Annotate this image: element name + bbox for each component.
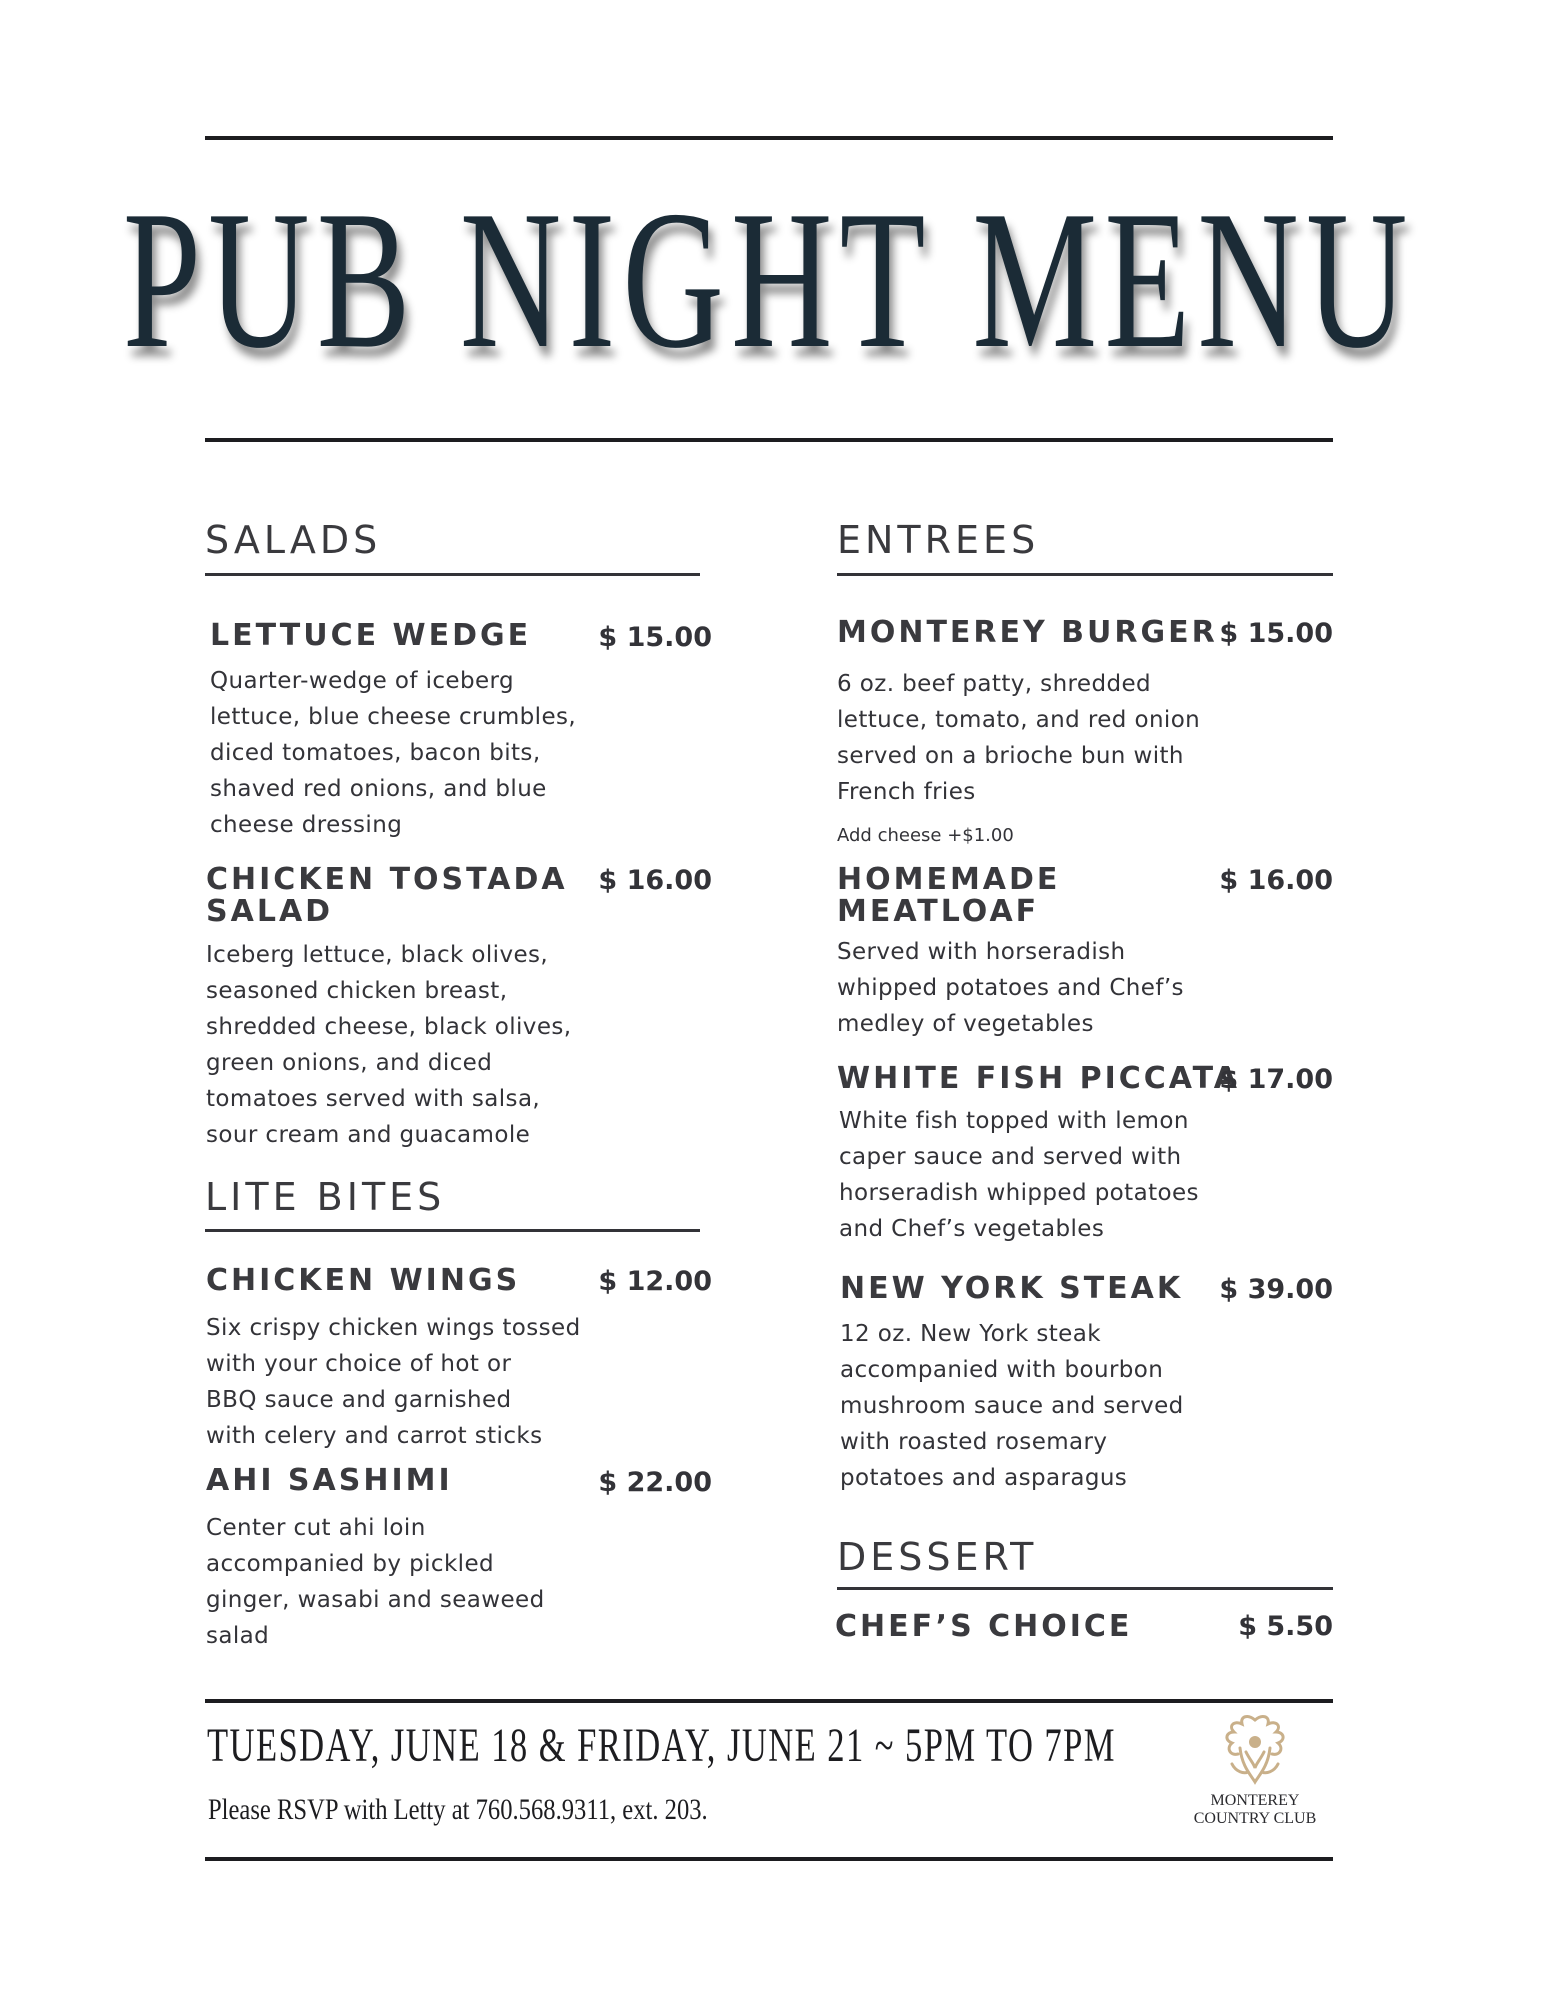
item-name-line: AHI SASHIMI: [206, 1463, 453, 1498]
menu-item-name: [837, 1063, 1240, 1095]
item-name-line: WHITE FISH PICCATA: [837, 1061, 1240, 1096]
menu-item-price: $ 17.00: [1219, 1064, 1333, 1095]
desc-line: Iceberg lettuce, black olives,: [206, 942, 549, 968]
menu-item-description: [206, 1510, 545, 1654]
menu-item-name: [206, 864, 568, 928]
logo-text-line: MONTEREY: [1210, 1792, 1300, 1809]
desc-line: Center cut ahi loin: [206, 1515, 426, 1541]
desc-line: White fish topped with lemon: [839, 1108, 1189, 1134]
menu-item-description: [206, 937, 571, 1153]
menu-item-name: [206, 1265, 520, 1297]
item-name-line: MEATLOAF: [837, 894, 1040, 929]
menu-item-price: $ 39.00: [1219, 1274, 1333, 1305]
menu-item-description: [840, 1316, 1184, 1496]
menu-item-description: [210, 663, 576, 843]
menu-item-name: [206, 1465, 453, 1497]
desc-line: cheese dressing: [210, 812, 403, 838]
desc-line: mushroom sauce and served: [840, 1393, 1184, 1419]
menu-item-price: $ 12.00: [598, 1266, 712, 1297]
footer-top-rule: [205, 1699, 1333, 1703]
desc-line: whipped potatoes and Chef’s: [837, 975, 1184, 1001]
rsvp-note: Please RSVP with Letty at 760.568.9311, ext. 203.: [208, 1793, 708, 1826]
desc-line: tomatoes served with salsa,: [206, 1086, 541, 1112]
lite-bites-heading: LITE BITES: [205, 1175, 446, 1219]
footer-bottom-rule: [205, 1857, 1333, 1861]
desc-line: lettuce, blue cheese crumbles,: [210, 704, 577, 730]
event-dates: TUESDAY, JUNE 18 & FRIDAY, JUNE 21 ~ 5PM TO 7PM: [207, 1719, 1116, 1772]
menu-title: [123, 170, 1415, 389]
item-name-line: CHEF’S CHOICE: [835, 1609, 1133, 1644]
desc-line: sour cream and guacamole: [206, 1122, 531, 1148]
club-logo: [1170, 1712, 1340, 1842]
desc-line: and Chef’s vegetables: [839, 1216, 1105, 1242]
desc-line: shaved red onions, and blue: [210, 776, 547, 802]
menu-item-price: $ 16.00: [1219, 865, 1333, 896]
desc-line: BBQ sauce and garnished: [206, 1387, 512, 1413]
lite-bites-rule: [205, 1229, 700, 1232]
menu-item-name: [837, 617, 1218, 649]
item-name-line: CHICKEN TOSTADA: [206, 862, 568, 897]
menu-item-description: [839, 1103, 1199, 1247]
menu-item-name: [840, 1273, 1183, 1305]
menu-item-price: $ 16.00: [598, 865, 712, 896]
item-name-line: MONTEREY BURGER: [837, 615, 1218, 650]
logo-text: [1170, 1792, 1340, 1828]
desc-line: Served with horseradish: [837, 939, 1126, 965]
desc-line: ginger, wasabi and seaweed: [206, 1587, 545, 1613]
salads-rule: [205, 573, 700, 576]
menu-item-price: $ 22.00: [598, 1467, 712, 1498]
entrees-heading: ENTREES: [837, 518, 1040, 562]
item-name-line: LETTUCE WEDGE: [210, 618, 532, 653]
desc-line: with celery and carrot sticks: [206, 1423, 543, 1449]
item-name-line: NEW YORK STEAK: [840, 1271, 1184, 1306]
desc-line: diced tomatoes, bacon bits,: [210, 740, 541, 766]
item-name-line: CHICKEN WINGS: [206, 1263, 521, 1298]
desc-line: French fries: [837, 779, 976, 805]
desc-line: shredded cheese, black olives,: [206, 1014, 572, 1040]
menu-item-price: $ 15.00: [598, 622, 712, 653]
desc-line: served on a brioche bun with: [837, 743, 1184, 769]
menu-item-name: [835, 1611, 1132, 1643]
desc-line: with roasted rosemary: [840, 1429, 1108, 1455]
desc-line: potatoes and asparagus: [840, 1465, 1128, 1491]
desc-line: horseradish whipped potatoes: [839, 1180, 1199, 1206]
item-name-line: SALAD: [206, 894, 334, 929]
menu-item-name: [837, 864, 1060, 928]
dessert-heading: DESSERT: [837, 1535, 1038, 1579]
desc-line: accompanied with bourbon: [840, 1357, 1164, 1383]
menu-item-price: $ 15.00: [1219, 618, 1333, 649]
menu-item-name: [210, 620, 531, 652]
item-name-line: HOMEMADE: [837, 862, 1061, 897]
desc-line: green onions, and diced: [206, 1050, 493, 1076]
salads-heading: SALADS: [205, 518, 382, 562]
logo-text-line: COUNTRY CLUB: [1193, 1810, 1317, 1827]
menu-item-description: [837, 666, 1200, 810]
desc-line: Six crispy chicken wings tossed: [206, 1315, 581, 1341]
desc-line: seasoned chicken breast,: [206, 978, 508, 1004]
menu-title-text: PUB NIGHT MENU: [123, 170, 1415, 389]
dessert-rule: [837, 1587, 1333, 1590]
menu-item-description: [837, 934, 1184, 1042]
menu-item-note: Add cheese +$1.00: [837, 825, 1014, 846]
desc-line: medley of vegetables: [837, 1011, 1094, 1037]
menu-item-price: $ 5.50: [1238, 1611, 1333, 1642]
top-rule: [205, 136, 1333, 140]
desc-line: lettuce, tomato, and red onion: [837, 707, 1201, 733]
desc-line: caper sauce and served with: [839, 1144, 1182, 1170]
desc-line: Quarter-wedge of iceberg: [210, 668, 514, 694]
desc-line: salad: [206, 1623, 270, 1649]
desc-line: with your choice of hot or: [206, 1351, 512, 1377]
crest-icon: [1170, 1712, 1340, 1790]
desc-line: accompanied by pickled: [206, 1551, 495, 1577]
title-bottom-rule: [205, 438, 1333, 442]
desc-line: 6 oz. beef patty, shredded: [837, 671, 1151, 697]
desc-line: 12 oz. New York steak: [840, 1321, 1101, 1347]
entrees-rule: [837, 573, 1333, 576]
menu-item-description: [206, 1310, 581, 1454]
